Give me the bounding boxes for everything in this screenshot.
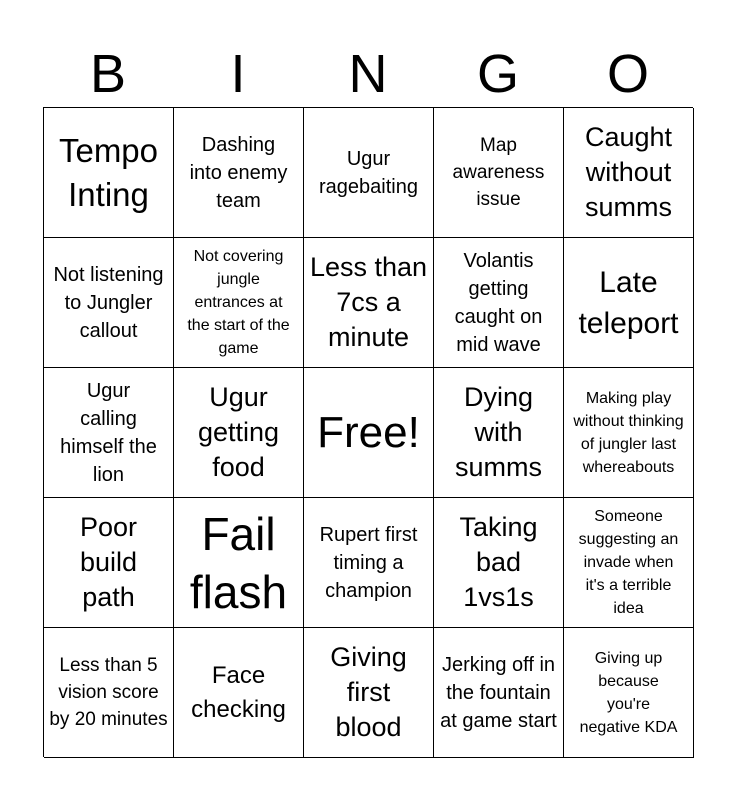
cell-label: Ugur ragebaiting xyxy=(319,147,418,198)
cell-label: Fail flash xyxy=(189,507,288,618)
free-space-label: Free! xyxy=(317,407,420,457)
bingo-cell[interactable] xyxy=(564,368,694,498)
cell-label: Rupert first timing a champion xyxy=(319,523,418,602)
cell-label: Making play without thinking of jungler last whereabouts xyxy=(573,389,684,476)
header-letter-b: B xyxy=(89,44,127,104)
cell-label: Less than 7cs a minute xyxy=(309,252,428,352)
bingo-grid xyxy=(43,107,693,757)
cell-label: Late teleport xyxy=(578,265,679,340)
bingo-cell[interactable] xyxy=(174,108,304,238)
cell-label: Tempo Inting xyxy=(58,131,159,213)
cell-label: Dashing into enemy team xyxy=(189,133,288,212)
bingo-cell[interactable] xyxy=(174,238,304,368)
cell-label: Not listening to Jungler callout xyxy=(53,263,164,342)
cell-label: Someone suggesting an invade when it's a terrible idea xyxy=(578,508,679,617)
cell-label: Ugur getting food xyxy=(197,382,280,482)
cell-label: Jerking off in the fountain at game start xyxy=(440,653,557,732)
bingo-cell[interactable] xyxy=(434,628,564,758)
bingo-cell[interactable] xyxy=(434,238,564,368)
bingo-cell[interactable] xyxy=(44,368,174,498)
bingo-cell[interactable] xyxy=(44,628,174,758)
header-letter-i: I xyxy=(230,44,246,104)
bingo-cell[interactable] xyxy=(434,108,564,238)
bingo-cell[interactable] xyxy=(304,498,434,628)
bingo-cell[interactable] xyxy=(564,628,694,758)
bingo-cell[interactable] xyxy=(304,628,434,758)
header-letter-o: O xyxy=(606,44,649,104)
cell-label: Volantis getting caught on mid wave xyxy=(454,249,543,356)
cell-label: Less than 5 vision score by 20 minutes xyxy=(49,655,168,730)
bingo-cell[interactable] xyxy=(44,238,174,368)
bingo-header xyxy=(43,40,693,108)
cell-label: Caught without summs xyxy=(584,122,673,222)
bingo-cell[interactable] xyxy=(564,238,694,368)
cell-label: Poor build path xyxy=(79,512,138,612)
bingo-cell[interactable] xyxy=(174,368,304,498)
cell-label: Dying with summs xyxy=(455,382,542,482)
bingo-cell free-cell[interactable] xyxy=(304,368,434,498)
bingo-cell[interactable] xyxy=(434,498,564,628)
cell-label: Face checking xyxy=(191,661,286,723)
cell-label: Map awareness issue xyxy=(452,135,545,210)
bingo-cell[interactable] xyxy=(564,498,694,628)
cell-label: Ugur calling himself the lion xyxy=(60,379,157,486)
header-letter-g: G xyxy=(476,44,519,104)
bingo-cell[interactable] xyxy=(44,108,174,238)
cell-label: Giving up because you're negative KDA xyxy=(579,649,678,736)
cell-label: Taking bad 1vs1s xyxy=(459,512,538,612)
bingo-cell[interactable] xyxy=(434,368,564,498)
bingo-cell[interactable] xyxy=(564,108,694,238)
bingo-cell[interactable] xyxy=(304,238,434,368)
bingo-cell[interactable] xyxy=(304,108,434,238)
bingo-cell[interactable] xyxy=(174,628,304,758)
header-letter-n: N xyxy=(348,44,388,104)
bingo-cell[interactable] xyxy=(174,498,304,628)
bingo-cell[interactable] xyxy=(44,498,174,628)
cell-label: Giving first blood xyxy=(330,642,407,742)
cell-label: Not covering jungle entrances at the start of the game xyxy=(187,248,290,357)
